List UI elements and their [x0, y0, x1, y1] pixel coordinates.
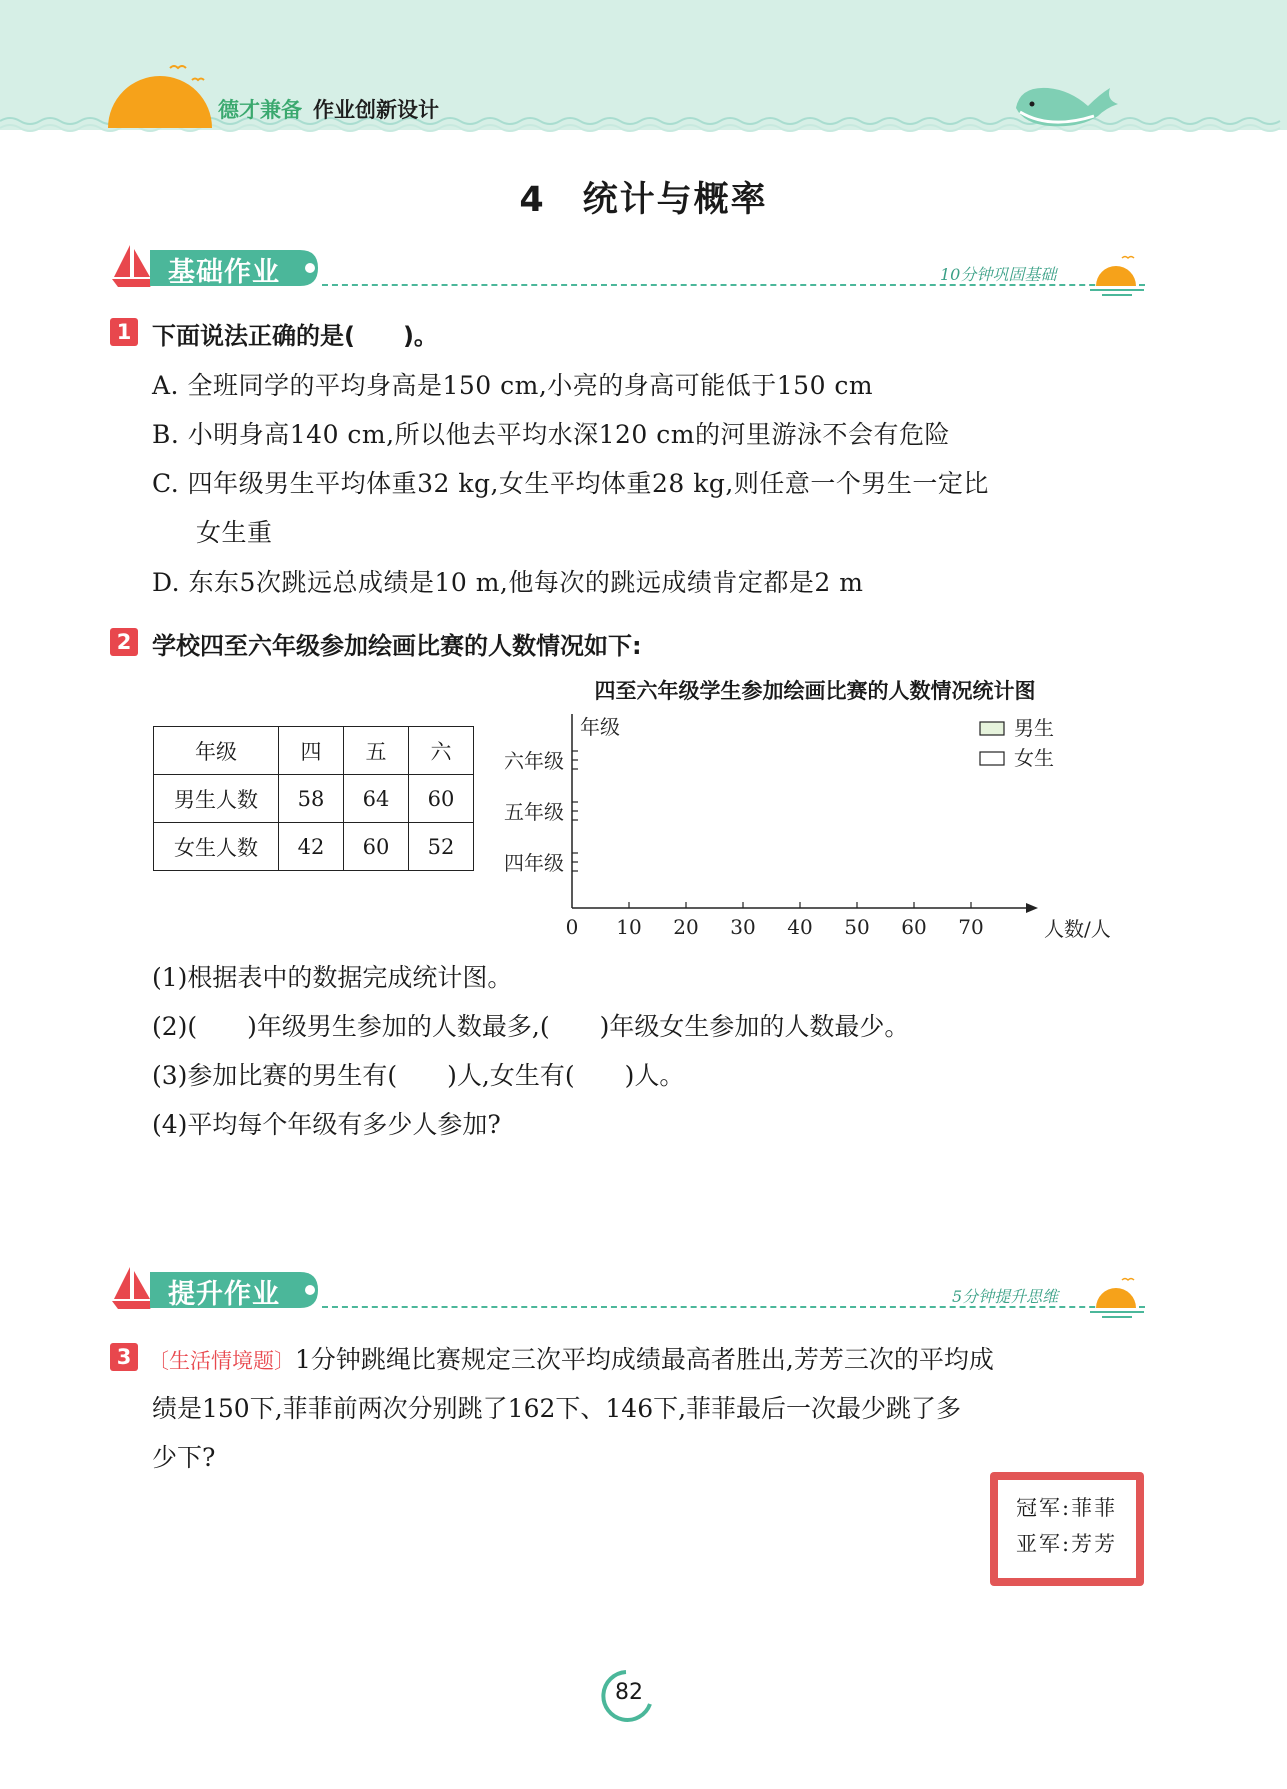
table-cell: 男生人数 — [154, 775, 279, 823]
sub-question-1: (1)根据表中的数据完成统计图。 — [152, 963, 513, 992]
section-note-advanced: 5分钟提升思维 — [952, 1287, 1059, 1306]
y-axis-label: 年级 — [580, 715, 620, 739]
legend-label: 女生 — [1014, 746, 1054, 770]
legend-swatch — [980, 722, 1004, 735]
question-text: 1分钟跳绳比赛规定三次平均成绩最高者胜出,芳芳三次的平均成 — [295, 1345, 994, 1374]
table-cell: 60 — [344, 823, 409, 871]
x-tick-label: 20 — [673, 915, 699, 939]
table-cell: 60 — [409, 775, 474, 823]
question-stem: 学校四至六年级参加绘画比赛的人数情况如下: — [152, 632, 642, 660]
bar-chart — [480, 700, 1111, 950]
x-tick-label: 70 — [958, 915, 984, 939]
question-number: 2 — [110, 628, 138, 656]
x-axis-label: 人数/人 — [1044, 917, 1111, 941]
data-table — [153, 726, 474, 871]
section-note-basic: 10分钟巩固基础 — [940, 265, 1057, 284]
table-header-cell: 六 — [409, 727, 474, 775]
whale-icon — [1010, 72, 1130, 132]
x-tick-label: 10 — [616, 915, 642, 939]
sun-icon — [100, 58, 220, 130]
table-header-cell: 年级 — [154, 727, 279, 775]
context-tag: 〔生活情境题〕 — [148, 1349, 295, 1373]
question-line — [148, 1340, 994, 1376]
table-cell: 58 — [279, 775, 344, 823]
table-cell: 42 — [279, 823, 344, 871]
sub-question-2: (2)( )年级男生参加的人数最多,( )年级女生参加的人数最少。 — [152, 1012, 910, 1041]
question-number: 3 — [110, 1343, 138, 1371]
section-title-basic: 基础作业 — [168, 257, 280, 288]
question-line: 少下? — [152, 1443, 216, 1472]
x-tick-label: 50 — [844, 915, 870, 939]
table-header-cell: 五 — [344, 727, 409, 775]
table-cell: 64 — [344, 775, 409, 823]
table-header-cell: 四 — [279, 727, 344, 775]
table-cell: 女生人数 — [154, 823, 279, 871]
x-tick-label: 0 — [565, 915, 579, 939]
chart-title: 四至六年级学生参加绘画比赛的人数情况统计图 — [594, 679, 1036, 703]
champion-text: 冠军:菲菲 — [1016, 1496, 1118, 1520]
question-stem: 下面说法正确的是( )。 — [152, 322, 438, 350]
option-d: D. 东东5次跳远总成绩是10 m,他每次的跳远成绩肯定都是2 m — [152, 568, 864, 597]
x-tick-label: 60 — [901, 915, 927, 939]
page-title: 4 统计与概率 — [519, 180, 768, 220]
y-tick-label: 六年级 — [504, 749, 564, 773]
x-tick-label: 30 — [730, 915, 756, 939]
sub-question-3: (3)参加比赛的男生有( )人,女生有( )人。 — [152, 1061, 685, 1090]
question-line: 绩是150下,菲菲前两次分别跳了162下、146下,菲菲最后一次最少跳了多 — [152, 1394, 962, 1423]
sunset-icon — [1090, 1274, 1146, 1320]
result-card — [998, 1480, 1136, 1578]
y-tick-label: 五年级 — [504, 800, 564, 824]
option-a: A. 全班同学的平均身高是150 cm,小亮的身高可能低于150 cm — [152, 371, 874, 400]
option-c: C. 四年级男生平均体重32 kg,女生平均体重28 kg,则任意一个男生一定比 — [152, 469, 989, 498]
table-row — [154, 823, 474, 871]
page-number: 82 — [615, 1680, 643, 1705]
x-axis-arrow — [1026, 903, 1038, 913]
x-tick-label: 40 — [787, 915, 813, 939]
result-stamp — [990, 1472, 1144, 1586]
table-row — [154, 775, 474, 823]
legend-label: 男生 — [1014, 716, 1054, 740]
section-title-advanced: 提升作业 — [168, 1279, 280, 1310]
sunset-icon — [1090, 252, 1146, 298]
y-tick-label: 四年级 — [504, 851, 564, 875]
brand-name: 德才兼备 — [218, 98, 302, 122]
sub-question-4: (4)平均每个年级有多少人参加? — [152, 1110, 501, 1139]
runner-up-text: 亚军:芳芳 — [1016, 1532, 1118, 1556]
table-header-row — [154, 727, 474, 775]
question-number: 1 — [110, 318, 138, 346]
option-b: B. 小明身高140 cm,所以他去平均水深120 cm的河里游泳不会有危险 — [152, 420, 950, 449]
legend-swatch — [980, 752, 1004, 765]
brand-subtitle: 作业创新设计 — [313, 98, 439, 122]
table-cell: 52 — [409, 823, 474, 871]
option-c-continued: 女生重 — [196, 518, 273, 547]
